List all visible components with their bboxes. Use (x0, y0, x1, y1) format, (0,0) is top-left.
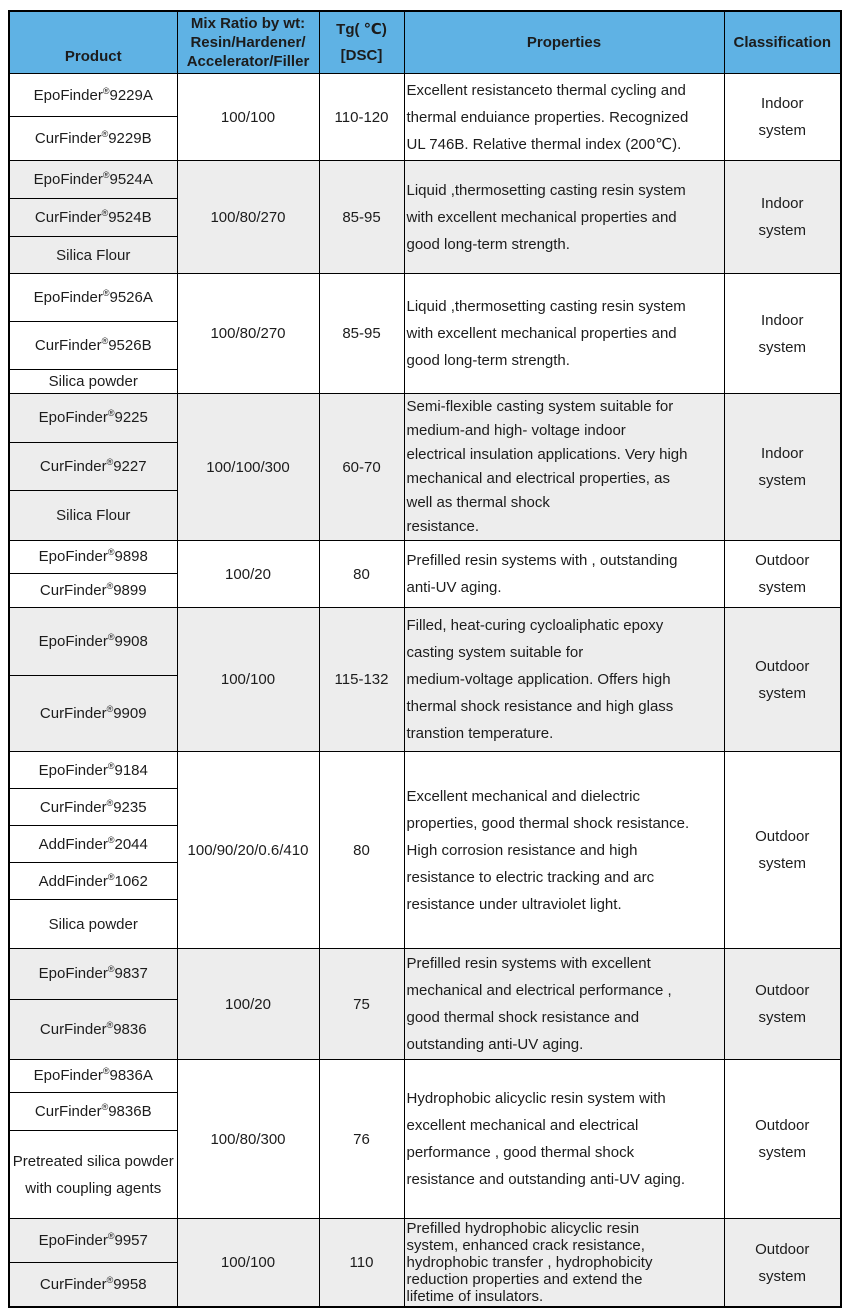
product-cell: CurFinder®9836B (9, 1093, 177, 1131)
product-cell: EpoFinder®9957 (9, 1219, 177, 1263)
product-spec-table (8, 10, 842, 1308)
mix-ratio-cell: 100/80/300 (177, 1060, 319, 1219)
tg-cell: 60-70 (319, 394, 404, 541)
column-header-properties: Properties (404, 11, 724, 74)
product-cell: EpoFinder®9524A (9, 161, 177, 199)
tg-cell: 115-132 (319, 608, 404, 752)
product-cell: EpoFinder®9837 (9, 949, 177, 1000)
properties-cell: Excellent mechanical and dielectric properties, good thermal shock resistance. High corrosion resistance and high resistance to electric tracking and arc resistance under ultraviolet light. (404, 752, 724, 949)
product-cell: AddFinder®2044 (9, 826, 177, 863)
product-cell: CurFinder®9909 (9, 676, 177, 752)
properties-cell: Semi-flexible casting system suitable for medium-and high- voltage indoor electrical insulation applications. Very high mechanical and electrical properties, as well as thermal shock resistance. (404, 394, 724, 541)
table-row (9, 74, 841, 117)
mix-ratio-cell: 100/20 (177, 949, 319, 1060)
table-row (9, 1219, 841, 1263)
product-cell: CurFinder®9899 (9, 574, 177, 608)
classification-cell: Indoor system (724, 74, 841, 161)
properties-cell: Prefilled hydrophobic alicyclic resin system, enhanced crack resistance, hydrophobic transfer , hydrophobicity reduction properties and extend the lifetime of insulators. (404, 1219, 724, 1308)
product-cell: EpoFinder®9184 (9, 752, 177, 789)
header-row (9, 11, 841, 74)
product-cell: CurFinder®9958 (9, 1262, 177, 1307)
tg-cell: 110 (319, 1219, 404, 1308)
tg-cell: 80 (319, 541, 404, 608)
properties-cell: Prefilled resin systems with excellent mechanical and electrical performance , good thermal shock resistance and outstanding anti-UV aging. (404, 949, 724, 1060)
classification-cell: Outdoor system (724, 949, 841, 1060)
tg-cell: 76 (319, 1060, 404, 1219)
product-cell: CurFinder®9526B (9, 322, 177, 370)
classification-cell: Outdoor system (724, 608, 841, 752)
tg-cell: 80 (319, 752, 404, 949)
properties-cell: Liquid ,thermosetting casting resin system with excellent mechanical properties and good long-term strength. (404, 274, 724, 394)
product-cell: EpoFinder®9225 (9, 394, 177, 443)
classification-cell: Indoor system (724, 161, 841, 274)
tg-cell: 110-120 (319, 74, 404, 161)
product-cell: Silica Flour (9, 237, 177, 274)
mix-ratio-cell: 100/90/20/0.6/410 (177, 752, 319, 949)
table-row (9, 608, 841, 676)
product-cell: EpoFinder®9229A (9, 74, 177, 117)
table-row (9, 161, 841, 199)
table-row (9, 752, 841, 789)
product-cell: EpoFinder®9836A (9, 1060, 177, 1093)
mix-ratio-cell: 100/80/270 (177, 274, 319, 394)
product-cell: Silica powder (9, 900, 177, 949)
classification-cell: Indoor system (724, 394, 841, 541)
table-row (9, 541, 841, 574)
product-cell: EpoFinder®9908 (9, 608, 177, 676)
product-cell: EpoFinder®9898 (9, 541, 177, 574)
product-cell: CurFinder®9229B (9, 117, 177, 161)
product-cell: CurFinder®9524B (9, 199, 177, 237)
classification-cell: Indoor system (724, 274, 841, 394)
classification-cell: Outdoor system (724, 541, 841, 608)
mix-ratio-cell: 100/80/270 (177, 161, 319, 274)
mix-ratio-cell: 100/100 (177, 74, 319, 161)
product-cell: CurFinder®9227 (9, 442, 177, 491)
properties-cell: Hydrophobic alicyclic resin system with excellent mechanical and electrical performance , good thermal shock resistance and outstanding anti-UV aging. (404, 1060, 724, 1219)
table-row (9, 1060, 841, 1093)
product-cell: Silica Flour (9, 491, 177, 541)
table-row (9, 274, 841, 322)
mix-ratio-cell: 100/100 (177, 1219, 319, 1308)
column-header-tg: Tg( ℃) [DSC] (319, 11, 404, 74)
table-row (9, 394, 841, 443)
table-row (9, 949, 841, 1000)
properties-cell: Excellent resistanceto thermal cycling and thermal enduiance properties. Recognized UL 746B. Relative thermal index (200℃). (404, 74, 724, 161)
product-cell: CurFinder®9235 (9, 789, 177, 826)
properties-cell: Filled, heat-curing cycloaliphatic epoxy casting system suitable for medium-voltage application. Offers high thermal shock resistance and high glass transtion temperature. (404, 608, 724, 752)
classification-cell: Outdoor system (724, 1219, 841, 1308)
mix-ratio-cell: 100/20 (177, 541, 319, 608)
properties-cell: Prefilled resin systems with , outstanding anti-UV aging. (404, 541, 724, 608)
column-header-mix-ratio: Mix Ratio by wt: Resin/Hardener/ Accelerator/Filler (177, 11, 319, 74)
product-cell: Pretreated silica powder with coupling agents (9, 1131, 177, 1219)
product-cell: AddFinder®1062 (9, 863, 177, 900)
tg-cell: 85-95 (319, 274, 404, 394)
product-cell: EpoFinder®9526A (9, 274, 177, 322)
properties-cell: Liquid ,thermosetting casting resin system with excellent mechanical properties and good long-term strength. (404, 161, 724, 274)
tg-cell: 85-95 (319, 161, 404, 274)
mix-ratio-cell: 100/100/300 (177, 394, 319, 541)
mix-ratio-cell: 100/100 (177, 608, 319, 752)
classification-cell: Outdoor system (724, 1060, 841, 1219)
column-header-classification: Classification (724, 11, 841, 74)
column-header-product: Product (9, 11, 177, 74)
classification-cell: Outdoor system (724, 752, 841, 949)
tg-cell: 75 (319, 949, 404, 1060)
product-cell: CurFinder®9836 (9, 999, 177, 1059)
product-cell: Silica powder (9, 370, 177, 394)
